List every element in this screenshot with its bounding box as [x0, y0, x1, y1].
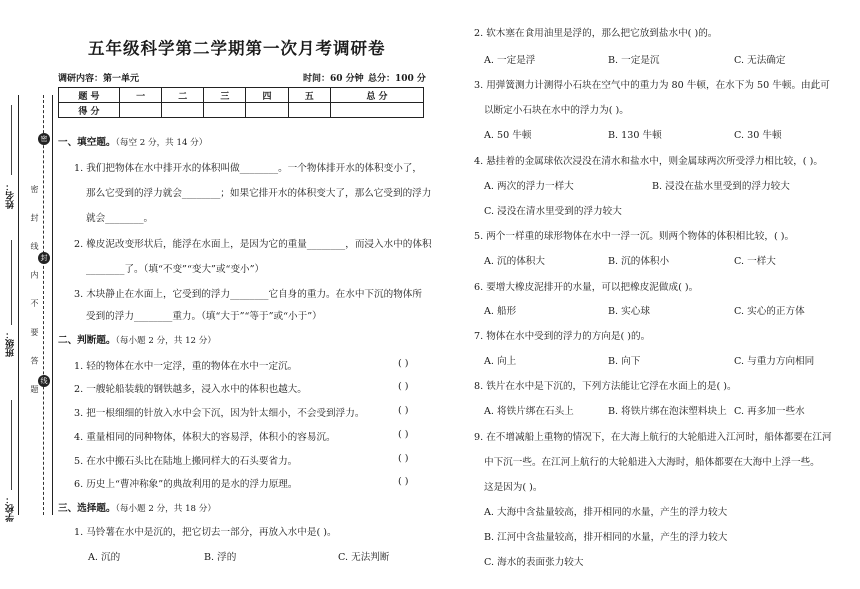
score-header-cell: 总 分: [330, 88, 423, 103]
choice-q1: 1. 马铃薯在水中是沉的，把它切去一部分，再放入水中是( )。: [74, 527, 337, 538]
score-header-cell: 三: [204, 88, 246, 103]
score-header-cell: 题 号: [59, 88, 120, 103]
class-field[interactable]: [11, 240, 12, 325]
score-table-header-row: [59, 88, 424, 103]
section-2-heading: [58, 332, 216, 346]
choice-q7-option-c[interactable]: C. 与重力方向相同: [734, 356, 815, 367]
choice-q3-option-c[interactable]: C. 30 牛顿: [734, 130, 782, 141]
choice-q5: 5. 两个一样重的球形物体在水中一浮一沉。则两个物体的体积相比较，( )。: [474, 231, 795, 242]
choice-q9-line-1: 9. 在不增减船上重物的情况下，在大海上航行的大轮船进入江河时，船体都要在江河: [474, 432, 832, 443]
section-1-note: （每空 2 分，共 14 分）: [115, 138, 208, 148]
choice-q4-option-b[interactable]: B. 浸没在盐水里受到的浮力较大: [652, 181, 790, 192]
score-cell[interactable]: [330, 103, 423, 118]
section-1-title: 一、填空题。: [58, 137, 116, 148]
fill-q1-line-1: 1. 我们把物体在水中排开水的体积叫做________。一个物体排开水的体积变小了，: [74, 163, 422, 174]
choice-q5-option-c[interactable]: C. 一样大: [734, 256, 776, 267]
school-label: 学校：: [6, 495, 16, 522]
fill-q2-line-1: 2. 橡皮泥改变形状后，能浮在水面上，是因为它的重量________，而浸入水中的体积: [74, 239, 432, 250]
exam-content: 调研内容：第一单元: [58, 74, 140, 84]
choice-q5-option-a[interactable]: A. 沉的体积大: [484, 256, 545, 267]
exam-total: 总分：100 分: [368, 74, 426, 84]
choice-q9-option-a[interactable]: A. 大海中含盐量较高，排开相同的水量，产生的浮力较大: [484, 507, 728, 518]
judge-item-2: 2. 一艘轮船装载的钢铁越多，浸入水中的体积也越大。: [74, 384, 307, 395]
name-field[interactable]: [11, 105, 12, 175]
judge-answer-3[interactable]: ( ): [398, 405, 409, 416]
score-cell[interactable]: [120, 103, 162, 118]
choice-q3-line-1: 3. 用弹簧测力计测得小石块在空气中的重力为 80 牛顿，在水下为 50 牛顿。由此可: [474, 80, 830, 91]
score-cell[interactable]: [246, 103, 288, 118]
exam-time: 时间：60 分钟: [303, 74, 364, 84]
section-1-heading: [58, 134, 207, 148]
school-field[interactable]: [11, 400, 12, 490]
score-cell[interactable]: [162, 103, 204, 118]
name-label: 姓名：: [6, 182, 16, 209]
fill-q3-line-2: 受到的浮力________重力。（填“大于”“等于”或“小于”）: [86, 311, 322, 322]
choice-q8-option-c[interactable]: C. 再多加一些水: [734, 406, 805, 417]
judge-item-4: 4. 重量相同的同种物体，体积大的容易浮，体积小的容易沉。: [74, 432, 336, 443]
choice-q9-option-c[interactable]: C. 海水的表面张力较大: [484, 557, 584, 568]
choice-q9-option-b[interactable]: B. 江河中含盐量较高，排开相同的水量，产生的浮力较大: [484, 532, 728, 543]
choice-q2-option-a[interactable]: A. 一定是浮: [484, 55, 536, 66]
judge-item-3: 3. 把一根细细的针放入水中会下沉，因为针太细小，不会受到浮力。: [74, 408, 365, 419]
fill-q1-line-3: 就会________。: [86, 213, 154, 224]
judge-item-5: 5. 在水中搬石头比在陆地上搬同样大的石头要省力。: [74, 456, 298, 467]
seal-circle-1: 密: [38, 133, 50, 145]
score-header-cell: 一: [120, 88, 162, 103]
choice-q9-line-2: 中下沉一些。在江河上航行的大轮船进入大海时，船体都要在大海中上浮一些。: [484, 457, 820, 468]
score-header-cell: 四: [246, 88, 288, 103]
fill-q3-line-1: 3. 木块静止在水面上，它受到的浮力________它自身的重力。在水中下沉的物体所: [74, 289, 422, 300]
choice-q3-line-2: 以断定小石块在水中的浮力为( )。: [484, 105, 629, 116]
score-cell[interactable]: [288, 103, 330, 118]
score-header-cell: 五: [288, 88, 330, 103]
judge-answer-1[interactable]: ( ): [398, 358, 409, 369]
choice-q6-option-c[interactable]: C. 实心的正方体: [734, 306, 805, 317]
section-3-heading: [58, 500, 216, 514]
score-header-cell: 二: [162, 88, 204, 103]
binding-line-outer: [18, 95, 19, 515]
judge-item-1: 1. 轻的物体在水中一定浮，重的物体在水中一定沉。: [74, 361, 298, 372]
judge-item-6: 6. 历史上“曹冲称象”的典故利用的是水的浮力原理。: [74, 479, 298, 490]
choice-q9-line-3: 这是因为( )。: [484, 482, 543, 493]
choice-q1-option-b[interactable]: B. 浮的: [204, 552, 237, 563]
choice-q6-option-b[interactable]: B. 实心球: [608, 306, 650, 317]
choice-q4: 4. 悬挂着的金属球依次浸没在清水和盐水中，则金属球两次所受浮力相比较，( )。: [474, 156, 823, 167]
choice-q4-option-c[interactable]: C. 浸没在清水里受到的浮力较大: [484, 206, 622, 217]
choice-q2-option-b[interactable]: B. 一定是沉: [608, 55, 660, 66]
choice-q6-option-a[interactable]: A. 船形: [484, 306, 517, 317]
section-3-title: 三、选择题。: [58, 503, 116, 514]
choice-q8-option-b[interactable]: B. 将铁片绑在泡沫塑料块上: [608, 406, 727, 417]
seal-circle-2: 封: [38, 252, 50, 264]
choice-q5-option-b[interactable]: B. 沉的体积小: [608, 256, 670, 267]
seal-circle-3: 线: [38, 375, 50, 387]
choice-q3-option-b[interactable]: B. 130 牛顿: [608, 130, 662, 141]
score-table: [58, 87, 424, 118]
choice-q1-option-c[interactable]: C. 无法判断: [338, 552, 390, 563]
section-3-note: （每小题 2 分，共 18 分）: [115, 504, 216, 514]
section-2-note: （每小题 2 分，共 12 分）: [115, 336, 216, 346]
choice-q1-option-a[interactable]: A. 沉的: [88, 552, 121, 563]
binding-line-inner: [52, 95, 53, 515]
choice-q7-option-b[interactable]: B. 向下: [608, 356, 641, 367]
fill-q1-line-2: 那么它受到的浮力就会________；如果它排开水的体积变大了，那么它受到的浮力: [86, 188, 432, 199]
score-cell[interactable]: [204, 103, 246, 118]
seal-warning-text: 密 封 线 内 不 要 答 题: [30, 185, 39, 402]
choice-q2-option-c[interactable]: C. 无法确定: [734, 55, 786, 66]
class-label: 班级：: [6, 330, 16, 357]
choice-q3-option-a[interactable]: A. 50 牛顿: [484, 130, 532, 141]
judge-answer-2[interactable]: ( ): [398, 381, 409, 392]
choice-q7: 7. 物体在水中受到的浮力的方向是( )的。: [474, 331, 651, 342]
exam-title: 五年级科学第二学期第一次月考调研卷: [88, 39, 386, 58]
choice-q2: 2. 软木塞在食用油里是浮的，那么把它放到盐水中( )的。: [474, 28, 718, 39]
judge-answer-4[interactable]: ( ): [398, 429, 409, 440]
choice-q8: 8. 铁片在水中是下沉的，下列方法能让它浮在水面上的是( )。: [474, 381, 737, 392]
choice-q8-option-a[interactable]: A. 将铁片绑在石头上: [484, 406, 574, 417]
judge-answer-6[interactable]: ( ): [398, 476, 409, 487]
binding-line-dashed: [43, 95, 44, 515]
score-table-score-row: [59, 103, 424, 118]
score-row-label: 得 分: [59, 103, 120, 118]
choice-q4-option-a[interactable]: A. 两次的浮力一样大: [484, 181, 574, 192]
fill-q2-line-2: ________了。（填“不变”“变大”或“变小”）: [86, 264, 265, 275]
choice-q6: 6. 要增大橡皮泥排开的水量，可以把橡皮泥做成( )。: [474, 282, 699, 293]
judge-answer-5[interactable]: ( ): [398, 453, 409, 464]
choice-q7-option-a[interactable]: A. 向上: [484, 356, 517, 367]
section-2-title: 二、判断题。: [58, 335, 116, 346]
